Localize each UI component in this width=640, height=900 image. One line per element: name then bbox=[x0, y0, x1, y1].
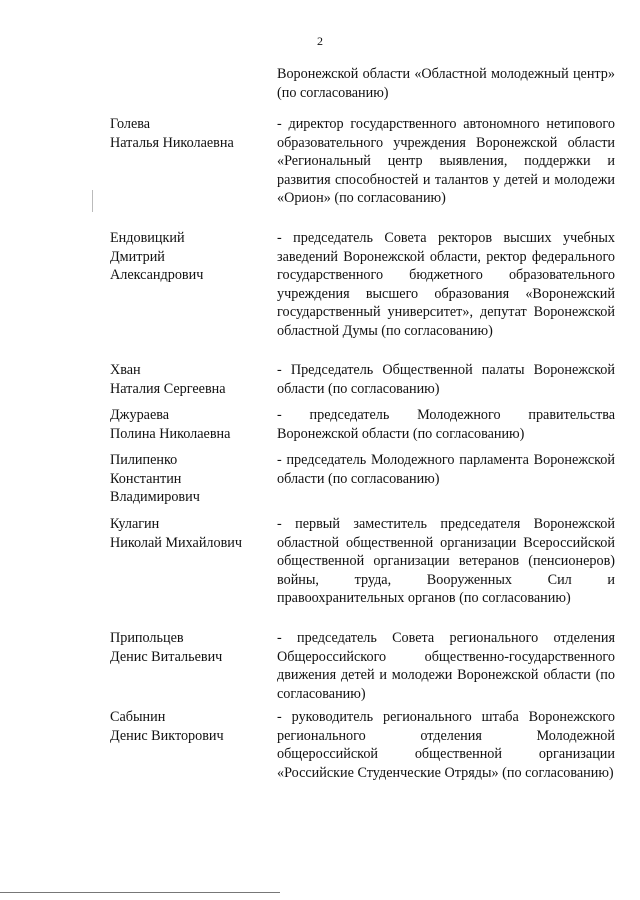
name-line: Пилипенко bbox=[110, 452, 178, 468]
name-line: Николай Михайлович bbox=[110, 534, 243, 551]
member-name bbox=[110, 515, 270, 552]
margin-mark bbox=[92, 190, 96, 212]
member-description: - председатель Совета регионального отделения Общероссийского общественно-государственного движения детей и молодежи Воронежской области (по согласованию) bbox=[277, 630, 615, 702]
member-description: - первый заместитель председателя Воронежской областной общественной организации Всероссийской общественной организации ветеранов (пенсионеров) войны, труда, Вооруженных Сил и правоохранительных органов (по согласованию) bbox=[277, 516, 615, 606]
name-line: Константин bbox=[110, 470, 182, 487]
page-number: 2 bbox=[317, 34, 323, 48]
name-line: Владимирович bbox=[110, 489, 200, 505]
member-name bbox=[110, 451, 270, 507]
member-name bbox=[110, 708, 270, 745]
name-line: Полина Николаевна bbox=[110, 425, 231, 442]
name-line: Наталия Сергеевна bbox=[110, 380, 226, 397]
name-line: Сабынин bbox=[110, 709, 166, 725]
name-line: Голева bbox=[110, 116, 151, 132]
name-line: Хван bbox=[110, 362, 141, 378]
member-name bbox=[110, 229, 270, 285]
member-name bbox=[110, 115, 270, 152]
name-line: Припольцев bbox=[110, 630, 184, 646]
member-description: - председатель Совета ректоров высших учебных заведений Воронежской области, ректор федерального государственного бюджетного образовательного учреждения высшего образования «Воронежский государственный университет», депутат Воронежской областной Думы (по согласованию) bbox=[277, 230, 615, 339]
footer-rule bbox=[0, 892, 280, 893]
name-line: Кулагин bbox=[110, 516, 160, 532]
name-line: Джураева bbox=[110, 407, 170, 423]
name-line: Александрович bbox=[110, 267, 204, 283]
member-description: - директор государственного автономного нетипового образовательного учреждения Воронежской области «Региональный центр выявления, поддержки и развития способностей и талантов у детей и молодежи «Орион» (по согласованию) bbox=[277, 116, 615, 206]
member-name bbox=[110, 406, 270, 443]
name-line: Ендовицкий bbox=[110, 230, 185, 246]
member-name bbox=[110, 629, 270, 666]
member-description: - Председатель Общественной палаты Воронежской области (по согласованию) bbox=[277, 362, 615, 397]
member-description: - председатель Молодежного парламента Воронежской области (по согласованию) bbox=[277, 452, 615, 487]
member-name bbox=[110, 361, 270, 398]
member-description: - председатель Молодежного правительства Воронежской области (по согласованию) bbox=[277, 407, 615, 442]
name-line: Дмитрий bbox=[110, 248, 165, 265]
name-line: Денис Витальевич bbox=[110, 648, 223, 665]
name-line: Денис Викторович bbox=[110, 727, 224, 744]
name-line: Наталья Николаевна bbox=[110, 134, 234, 151]
continued-description: Воронежской области «Областной молодежный центр» (по согласованию) bbox=[277, 66, 615, 101]
member-description: - руководитель регионального штаба Воронежского регионального отделения Молодежной общероссийской общественной организации «Российские Студенческие Отряды» (по согласованию) bbox=[277, 709, 615, 781]
